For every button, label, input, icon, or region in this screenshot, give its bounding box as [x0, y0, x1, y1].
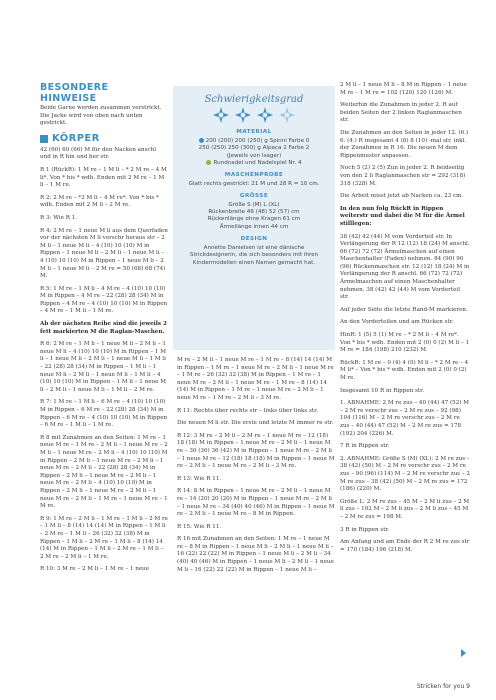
- star-icon: [213, 107, 229, 123]
- footer-text: Stricken for you: [416, 683, 465, 690]
- right-column: [340, 82, 470, 559]
- material-heading: MATERIAL: [236, 129, 272, 136]
- design-heading: DESIGN: [240, 236, 268, 243]
- paragraph: Auf jeder Seite die letzte Rand-M markieren.: [340, 306, 468, 313]
- paragraph: Weiterhin die Zunahmen in jeder 2. R auf beiden Seiten der 2 linken Raglanmaschen str.: [340, 102, 462, 124]
- paragraph: Noch 5 (2) 2 (5) Zun in jeder 2. R beidseitig von den 2 li Raglanmaschen str = 292 (318) 318 (328) M.: [340, 165, 466, 187]
- paragraph: R 15: Wie R 11.: [177, 523, 222, 530]
- left-column: [40, 82, 168, 579]
- paragraph: R 16 mit Zunahmen an den Seiten: 1 M re – 1 neue M re – 8 M in Rippen – 1 neue M li – 2 M li – 1 neue M li – 16 (22) 22 (22) M in Rippen – 1 neue M li – 2 M li – 34 (40) 40 (46) M in Rippen – 1 neue M li – 2 M li – 1 neue M li – 16 (22) 22 (22) M in Rippen – 1 neue M li –: [177, 536, 334, 573]
- square-icon: [40, 135, 48, 143]
- difficulty-title: Schwierigkeitsgrad: [204, 94, 304, 105]
- star-icon: [257, 107, 273, 123]
- bold-paragraph: Ab der nächsten Reihe sind die jeweils 2 fett markierten M die Raglan-Maschen.: [40, 321, 167, 335]
- intro-text: Beide Garne werden zusammen verstrickt. Die Jacke wird von oben nach unten gestrickt.: [40, 105, 162, 127]
- paragraph: R 2: 2 M re – *2 M li – 4 M re*. Von * bis * wdh. Enden mit 2 M li – 2 M re.: [40, 194, 159, 209]
- paragraph: An den Vorderteilen und am Rücken str.: [340, 319, 454, 326]
- gauge-heading: MASCHENPROBE: [224, 172, 284, 179]
- material-line: 250 (250) 250 (300) g Alpaca 2 Farbe 2: [198, 145, 310, 152]
- paragraph: R 3: Wie R 1.: [40, 214, 78, 221]
- section-title: BESONDERE HINWEISE: [40, 82, 109, 104]
- material-line: (Jeweils von Isager): [226, 152, 282, 159]
- paragraph: R 12: 3 M re – 2 M li – 2 M re – 1 neue M re – 12 (18) 18 (18) M in Rippen – 1 neue M re – 2 M li – 1 neue M re – 30 (36) 36 (42) M in Rippen – 1 neue M re – 2 M li – 1 neue M re – 12 (18) 18 (18) M in Rippen – 1 neue M re – 2 M li – 1 neue M re – 2 M li – 3 M re.: [177, 432, 335, 470]
- paragraph: R 4: 2 M re – 1 neue M li aus dem Querfaden vor der nächsten M li verschr heraus str – 2 M li – 1 neue M li – 4 (10) 10 (10) M in Rippen – 1 neue M li – 2 M li – 1 neue M li – 4 (10) 10 (10) M in Rippen – 1 neue M li – 2 M li – 1 neue M li – 2 M re = 50 (68) 68 (74) M.: [40, 227, 168, 280]
- bullet-icon: [206, 160, 211, 165]
- size-heading: GRÖSSE: [239, 193, 269, 200]
- paragraph: R 10: 3 M re – 2 M li – 1 M re – 1 neue: [40, 566, 150, 573]
- body-title: [40, 133, 168, 145]
- info-box: [173, 86, 335, 350]
- design-text: Annette Danielsen ist eine dänische Strickdesignerin, die sich besonders mit ihren Kindermodellen einen Namen gemacht hat.: [189, 244, 319, 266]
- paragraph: R 9: 1 M re – 2 M li – 1 M re – 1 M li – 2 M re – 1 M li – 8 (14) 14 (14) M in Rippen – 1 M li – 2 M re – 1 M li – 26 (32) 32 (38) M in Rippen – 1 M li – 2 M re – 1 M li – 8 (14) 14 (14) M in Rippen – 1 M li – 2 M re – 1 M li – 2 M re – 2 M li – 1 M re.: [40, 515, 168, 560]
- paragraph: R 13: Wie R 11.: [177, 475, 222, 482]
- paragraph: R 8 mit Zunahmen an den Seiten: 1 M re – 1 neue M re – 1 M re – 2 M li – 1 neue M re – 2 M li – 1 neue M re – 2 M li – 4 (10) 10 (10) M in Rippen – 2 M li – 1 neue M re – 2 M li – 1 neue M re – 2 M li – 22 (28) 28 (34) M in Rippen – 2 M li – 1 neue M re – 2 M li – 1 neue M re – 2 M li – 4 (10) 10 (10) M in Rippen – 2 M li – 1 neue M re – 2 M li – 1 neue M re – 2 M li – 1 M re – 1 neue M re – 1 M re.: [40, 434, 168, 510]
- star-icon: [279, 107, 295, 123]
- paragraph: R 1 (RückR): 1 M re – 1 M li – * 2 M re – 4 M li*. Von * bis * wdh. Enden mit 2 M re – 1 M li – 1 M re.: [40, 166, 167, 189]
- paragraph: 2 M li – 1 neue M li – 8 M in Rippen – 1 neue M re – 1 M re = 102 (120) 120 (126) M.: [340, 82, 467, 96]
- paragraph: R 11: Rechts über rechts str – links über links str.: [177, 407, 318, 414]
- size-line: Rückenlänge ohne Kragen 61 cm: [207, 216, 301, 223]
- paragraph: R 14: 8 M in Rippen – 1 neue M re – 2 M li – 1 neue M re – 14 (20) 20 (20) M in Rippen – 1 neue M re – 2 M li – 1 neue M re – 34 (40) 40 (46) M in Rippen – 1 neue M re – 2 M li – 1 neue M re – 8 M in Rippen.: [177, 488, 335, 518]
- material-text: 200 (200) 200 (250) g Spinni Farbe 0: [205, 137, 310, 144]
- page-number: 9: [466, 683, 470, 690]
- bullet-icon: [199, 138, 204, 143]
- material-line: [181, 160, 327, 167]
- paragraph: Die neuen M li str. Die erste und letzte M immer re str.: [177, 420, 334, 427]
- paragraph: Insgesamt 10 R in Rippen str.: [340, 387, 424, 394]
- paragraph: 42 (60) 60 (66) M für den Nacken anschl und in R hin und her str.: [40, 146, 156, 161]
- page-footer: [417, 683, 470, 690]
- paragraph: R 7: 1 M re – 1 M li – 6 M re – 4 (10) 10 (10) M in Rippen – 6 M re – 22 (28) 28 (34) M in Rippen – 6 M re – 4 (10) 10 (10) M in Rippen – 6 M re – 1 M li – 1 M re.: [40, 399, 168, 429]
- paragraph: M re – 2 M li – 1 neue M re – 1 M re – 8 (14) 14 (14) M in Rippen – 1 M re – 1 neue M re – 2 M li – 1 neue M re – 1 M re – 26 (32) 32 (38) M in Rippen – 1 M re – 1 neue M re – 2 M li – 1 neue M re – 1 M re – 8 (14) 14 (14) M in Rippen – 1 M re – 1 neue M re – 2 M li – 1 neue M re – 1 M re – 2 M li – 3 M re.: [177, 357, 334, 401]
- gauge-text: Glatt rechts gestrickt: 21 M und 28 R = 10 cm.: [188, 180, 320, 187]
- paragraph: RückR: 1 M re – 0 (4) 4 (0) M li – * 2 M re – 4 M li* – Von * bis * wdh. Enden mit 2 (0) 0 (2) M re.: [340, 359, 469, 381]
- paragraph: Größe L: 2 M re zus – 45 M – 2 M li zus – 2 M li zus – 102 M – 2 M li zus – 2 M li zus – 45 M – 2 M re zus = 198 M.: [340, 498, 470, 520]
- star-icon: [235, 107, 251, 123]
- continue-arrow-icon: [461, 649, 466, 657]
- paragraph: R 5: 1 M re – 1 M li – 4 M re – 4 (10) 10 (10) M in Rippen – 4 M re – 22 (28) 28 (34) M in Rippen – 4 M re – 4 (10) 10 (10) M in Rippen – 4 M re – 1 M li – 1 M re.: [40, 285, 168, 315]
- paragraph: Am Anfang und am Ende der R 2 M re zus str = 170 (184) 196 (218) M.: [340, 539, 470, 553]
- material-text: Rundnadel und Nadelspiel Nr. 4: [213, 160, 302, 167]
- bold-paragraph: In den nun folg RückR in Rippen weiterstr und dabei die M für die Ärmel stilllegen:: [340, 205, 465, 227]
- paragraph: 7 R in Rippen str.: [340, 443, 390, 450]
- middle-column: [177, 357, 335, 579]
- paragraph: 2. ABNAHME: Größe S (M) (XL): 2 M re zus – 38 (42) (50) M – 2 M re verschr zus – 2 M re zus – 90 (96) (114) M – 2 M re verschr zus – 2 M re zus – 38 (42) (50) M – 2 M re zus = 172 (186) (220) M.: [340, 455, 470, 493]
- paragraph: 38 (42) 42 (44) M vom Vorderteil str. In Verlängerung der R 12 (12) 18 (24) M anschl. 66 (72) 72 (72) Ärmelmaschen auf einen Maschenhalter (Faden) nehmen. 84 (90) 90 (96) Rückenmaschen str. 12 (12) 18 (24) M in Verlängerung der R anschl. 66 (72) 72 (72) Ärmelmaschen auf einen Maschenhalter nehmen. 38 (42) 42 (44) M vom Vorderteil str.: [340, 233, 470, 301]
- paragraph: 3 R in Rippen str.: [340, 526, 390, 533]
- paragraph: HinR: 1 (5) 5 (1) M re – * 2 M li – 4 M re*. Von * bis * wdh. Enden mit 2 (0) 0 (2) M li – 1 M re = 184 (198) 210 (232) M.: [340, 332, 470, 354]
- material-line: [181, 138, 327, 145]
- paragraph: R 6: 2 M re – 1 M li – 1 neue M li – 2 M li – 1 neue M li – 4 (10) 10 (10) M in Rippen – 1 M li – 1 neue M li – 2 M li – 1 neue M li – 1 M li – 22 (28) 28 (34) M in Rippen – 1 M li – 1 neue M li – 2 M li – 1 neue M li – 1 M li – 4 (10) 10 (10) M in Rippen – 1 M li – 1 neue M li – 2 M li – 1 neue M li – 1 M li – 2 M re.: [40, 341, 166, 393]
- paragraph: Die Arbeit misst jetzt ab Nacken ca. 23 cm.: [340, 193, 464, 200]
- body-title-label: KÖRPER: [52, 132, 100, 144]
- size-line: Rückenbreite 46 (48) 52 (57) cm: [208, 209, 300, 216]
- size-line: Größe S (M) L (XL): [228, 201, 280, 208]
- paragraph: Die Zunahmen an den Seiten in jeder 12. (6.) 6. (4.) R insgesamt 4 (8) 8 (10) -mal str, inkl. der Zunahmen in R 16. Die neuen M dem Rippenmuster anpassen.: [340, 129, 469, 159]
- paragraph: 1. ABNAHME: 2 M re zus – 40 (44) 47 (52) M – 2 M re verschr zus – 2 M re zus – 92 (98) 104 (116) M – 2 M re verschr zus – 2 M re zus – 40 (44) 47 (52) M – 2 M re zus = 178 (192) 204 (226) M.: [340, 400, 469, 437]
- difficulty-stars: [181, 107, 327, 123]
- size-line: Ärmellänge innen 44 cm: [219, 223, 289, 230]
